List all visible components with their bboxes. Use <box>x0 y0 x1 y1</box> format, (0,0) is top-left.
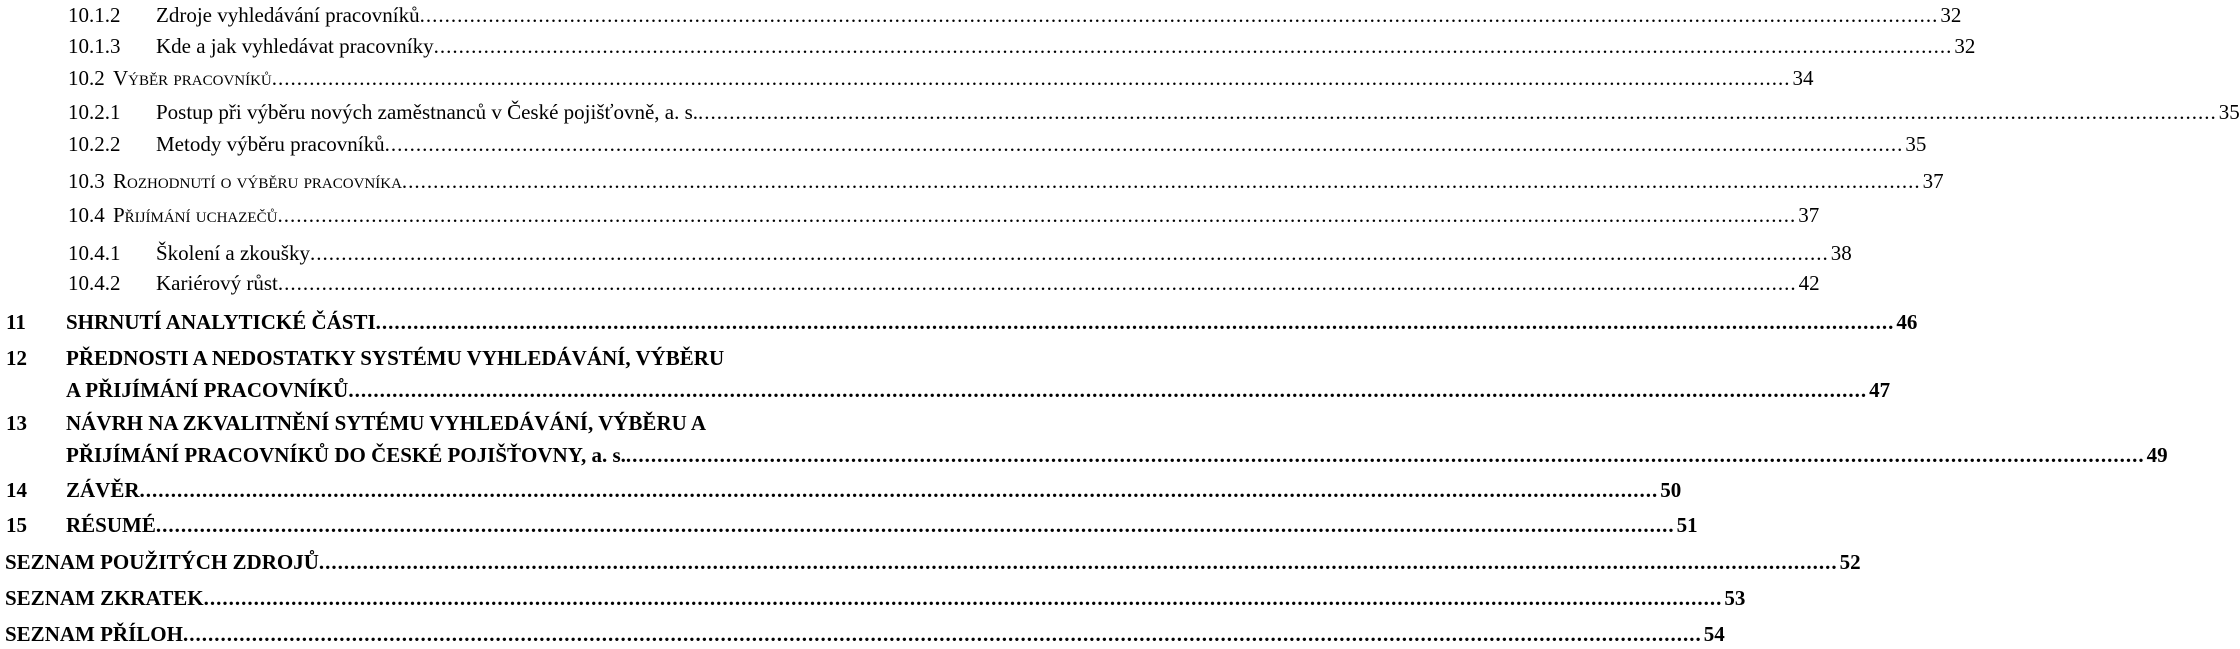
toc-entry-title: SEZNAM ZKRATEK <box>5 586 204 610</box>
toc-entry-page: 32 <box>1954 34 1976 58</box>
toc-entry[interactable] <box>0 238 1852 268</box>
toc-entry-page: 35 <box>2218 100 2240 124</box>
toc-entry-number: 10.2.2 <box>68 132 121 156</box>
toc-entry-number: 10.2.1 <box>68 100 121 124</box>
dot-leader <box>698 97 2217 127</box>
toc-entry-title: RÉSUMÉ <box>66 513 156 537</box>
toc-entry[interactable] <box>0 63 1814 93</box>
toc-entry-title: Zdroje vyhledávání pracovníků <box>156 3 420 27</box>
toc-entry[interactable] <box>5 583 1746 613</box>
toc-entry-title: SEZNAM POUŽITÝCH ZDROJŮ <box>5 550 319 574</box>
toc-entry-page: 52 <box>1839 550 1861 574</box>
toc-entry-page: 46 <box>1896 310 1918 334</box>
toc-entry-number: 12 <box>6 346 27 370</box>
toc-entry-title: SEZNAM PŘÍLOH <box>5 622 183 646</box>
toc-entry-number: 13 <box>6 411 27 435</box>
toc-entry-number: 10.2 <box>68 66 105 90</box>
toc-entry-title: A PŘIJÍMÁNÍ PRACOVNÍKŮ <box>66 378 349 402</box>
toc-entry[interactable] <box>0 510 1698 540</box>
dot-leader <box>204 583 1723 613</box>
toc-entry-title: Rozhodnutí o výběru pracovníka <box>113 169 402 193</box>
toc-entry-number: 10.4 <box>68 203 105 227</box>
toc-entry[interactable] <box>0 31 1976 61</box>
dot-leader <box>402 166 1921 196</box>
toc-entry-page: 53 <box>1724 586 1746 610</box>
toc-entry[interactable] <box>0 0 1962 30</box>
toc-entry-number: 10.1.3 <box>68 34 121 58</box>
dot-leader <box>310 238 1829 268</box>
toc-entry-page: 34 <box>1792 66 1814 90</box>
toc-entry-title: PŘEDNOSTI A NEDOSTATKY SYSTÉMU VYHLEDÁVÁNÍ, VÝBĚRU <box>66 346 725 370</box>
dot-leader <box>434 31 1953 61</box>
toc-entry-title: SHRNUTÍ ANALYTICKÉ ČÁSTI <box>66 310 376 334</box>
toc-entry[interactable] <box>0 475 1682 505</box>
toc-entry-title: Kariérový růst <box>156 271 278 295</box>
dot-leader <box>376 307 1895 337</box>
toc-entry-title: ZÁVĚR <box>66 478 140 502</box>
dot-leader <box>183 619 1702 649</box>
toc-entry-title: Školení a zkoušky <box>156 241 310 265</box>
toc-entry-title: NÁVRH NA ZKVALITNĚNÍ SYTÉMU VYHLEDÁVÁNÍ, VÝBĚRU A <box>66 411 707 435</box>
toc-entry-page: 38 <box>1830 241 1852 265</box>
toc-entry[interactable] <box>0 268 1820 298</box>
toc-entry-number: 10.4.2 <box>68 271 121 295</box>
toc-entry-page: 32 <box>1940 3 1962 27</box>
toc-entry-page: 54 <box>1703 622 1725 646</box>
dot-leader <box>626 439 2145 471</box>
toc-entry-page: 49 <box>2146 443 2168 467</box>
toc-entry-number: 10.4.1 <box>68 241 121 265</box>
toc-entry-page: 37 <box>1798 203 1820 227</box>
toc-entry[interactable] <box>0 129 1927 159</box>
dot-leader <box>420 0 1939 30</box>
toc-entry[interactable] <box>0 307 1918 337</box>
toc-entry-title: Přijímání uchazečů <box>113 203 278 227</box>
toc-entry-number: 14 <box>6 478 27 502</box>
dot-leader <box>319 547 1838 577</box>
toc-entry-page: 50 <box>1660 478 1682 502</box>
toc-entry[interactable] <box>5 547 1861 577</box>
toc-entry-number: 10.1.2 <box>68 3 121 27</box>
toc-entry-page: 35 <box>1905 132 1927 156</box>
dot-leader <box>140 475 1659 505</box>
toc-entry-title: Výběr pracovníků <box>113 66 272 90</box>
toc-entry-number: 15 <box>6 513 27 537</box>
dot-leader <box>348 374 1867 406</box>
toc-entry-number: 11 <box>6 310 26 334</box>
dot-leader <box>277 200 1796 230</box>
dot-leader <box>272 63 1791 93</box>
dot-leader <box>156 510 1675 540</box>
dot-leader <box>278 268 1797 298</box>
toc-entry-title: Metody výběru pracovníků <box>156 132 385 156</box>
toc-entry-page: 42 <box>1798 271 1820 295</box>
toc-entry[interactable] <box>0 166 1944 196</box>
toc-entry-title: Kde a jak vyhledávat pracovníky <box>156 34 434 58</box>
toc-entry[interactable] <box>0 200 1820 230</box>
toc-entry-page: 51 <box>1676 513 1698 537</box>
toc-entry-page: 37 <box>1922 169 1944 193</box>
toc-entry[interactable] <box>0 342 1891 406</box>
toc-entry-title: PŘIJÍMÁNÍ PRACOVNÍKŮ DO ČESKÉ POJIŠŤOVNY, a. s. <box>66 443 626 467</box>
toc-entry[interactable] <box>0 97 2240 127</box>
toc-entry[interactable] <box>0 407 2168 471</box>
toc-entry-number: 10.3 <box>68 169 105 193</box>
dot-leader <box>385 129 1904 159</box>
toc-entry-title: Postup při výběru nových zaměstnanců v České pojišťovně, a. s. <box>156 100 699 124</box>
toc-entry-page: 47 <box>1869 378 1891 402</box>
toc-entry[interactable] <box>5 619 1725 649</box>
